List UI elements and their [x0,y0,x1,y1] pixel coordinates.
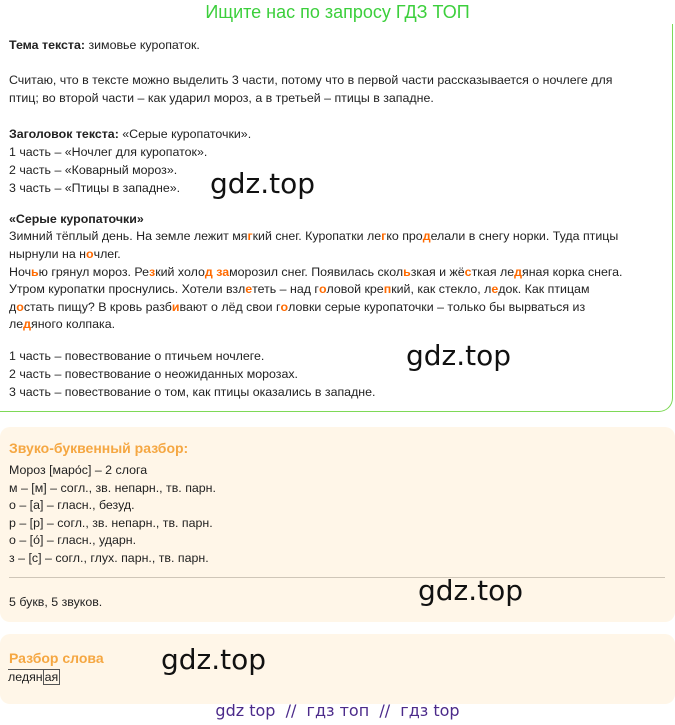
parts-intro-1: Считаю, что в тексте можно выделить 3 части, потому что в первой части рассказывается о ночлеге для [9,73,613,87]
phonetic-header: Звуко-буквенный разбор: [9,440,189,456]
theme-value: зимовье куропаток. [85,38,200,52]
watermark: gdz.top [406,339,512,372]
word-ending: ая [44,670,59,684]
story-line-2 [9,246,121,264]
divider [9,577,665,578]
text-segment: теть – над г [252,282,319,296]
text-segment: ловой кре [326,282,384,296]
text-segment: нырнули на н [9,247,87,261]
highlight-letter: д [422,229,431,243]
text-segment: ткая ле [471,265,515,279]
highlight-letter: е [491,282,499,296]
text-segment: Зимний тёплый день. На земле лежит мя [9,229,248,243]
morpheme-parse [8,670,60,684]
top-banner: Ищите нас по запросу ГДЗ ТОП [205,2,470,22]
phonetic-line: р – [р] – согл., зв. непарн., тв. парн. [9,516,213,530]
text-segment: док. Как птицам [498,282,590,296]
story-line-6 [9,316,115,334]
highlight-letter: з [149,265,156,279]
phonetic-line: Мороз [маро́с] – 2 слога [9,463,148,477]
text-segment: кий холо [155,265,205,279]
story-line-4 [9,281,589,299]
text-segment: ко про [386,229,423,243]
text-segment: стать пищу? В кровь разб [23,300,172,314]
footer-watermark: gdz top // гдз топ // гдз top [215,701,460,720]
text-segment: морозил снег. Появилась скол [229,265,404,279]
highlight-letter: с [464,265,472,279]
story-title: «Серые куропаточки» [9,212,144,226]
part-title-3: 3 часть – «Птицы в западне». [9,181,181,195]
text-segment: кий снег. Куропатки ле [252,229,382,243]
phonetic-line: о – [о́] – гласн., ударн. [9,533,137,547]
highlight-letter: п [383,282,392,296]
part-title-1: 1 часть – «Ночлег для куропаток». [9,145,208,159]
highlight-letter: д [204,265,213,279]
summary-1: 1 часть – повествование о птичьем ночлеге. [9,349,265,363]
text-segment: яная корка снега. [522,265,623,279]
text-segment: ю грянул мороз. Ре [38,265,150,279]
theme-label: Тема текста: [9,38,85,52]
text-segment: д [9,300,17,314]
highlight-letter: е [245,282,253,296]
highlight-letter: д [514,265,522,279]
highlight-letter: д [23,317,31,331]
text-segment: ловки серые куропаточки – только бы вырваться из [288,300,586,314]
highlight-letter: г [381,229,387,243]
summary-3: 3 часть – повествование о том, как птицы оказались в западне. [9,385,376,399]
story-line-1 [9,228,618,246]
part-title-2: 2 часть – «Коварный мороз». [9,163,178,177]
title-label: Заголовок текста: [9,127,119,141]
phonetic-line: м – [м] – согл., зв. непарн., тв. парн. [9,481,216,495]
word-card [0,634,675,704]
story-line-3 [9,264,622,282]
highlight-letter: г [247,229,253,243]
highlight-letter: за [216,265,230,279]
title-line [9,126,251,144]
text-segment: зкая и жё [410,265,465,279]
highlight-letter: ь [31,265,39,279]
highlight-letter: о [16,300,24,314]
summary-2: 2 часть – повествование о неожиданных морозах. [9,367,298,381]
text-segment: вают о лёд свои г [179,300,281,314]
theme-line [9,37,200,55]
highlight-letter: ь [403,265,411,279]
phonetic-total: 5 букв, 5 звуков. [9,595,103,609]
highlight-letter: и [171,300,180,314]
title-value: «Серые куропаточки». [118,127,252,141]
text-segment: Утром куропатки проснулись. Хотели взл [9,282,246,296]
phonetic-line: з – [с] – согл., глух. парн., тв. парн. [9,551,209,565]
text-segment: елали в снегу норки. Туда птицы [430,229,619,243]
story-line-5 [9,299,585,317]
highlight-letter: о [280,300,289,314]
highlight-letter: о [318,282,327,296]
text-segment: ле [9,317,24,331]
word-root: ледян [8,670,43,684]
text-segment: яного колпака. [31,317,116,331]
text-segment: члег. [93,247,121,261]
phonetic-line: о – [а] – гласн., безуд. [9,498,135,512]
text-segment: кий, как стекло, л [391,282,492,296]
watermark: gdz.top [210,167,316,200]
parts-intro-2: птиц; во второй части – как ударил мороз, а в третьей – птицы в западне. [9,91,434,105]
watermark: gdz.top [161,643,267,676]
highlight-letter: о [86,247,94,261]
word-header: Разбор слова [9,650,104,666]
watermark: gdz.top [418,574,524,607]
text-segment: Ноч [9,265,32,279]
